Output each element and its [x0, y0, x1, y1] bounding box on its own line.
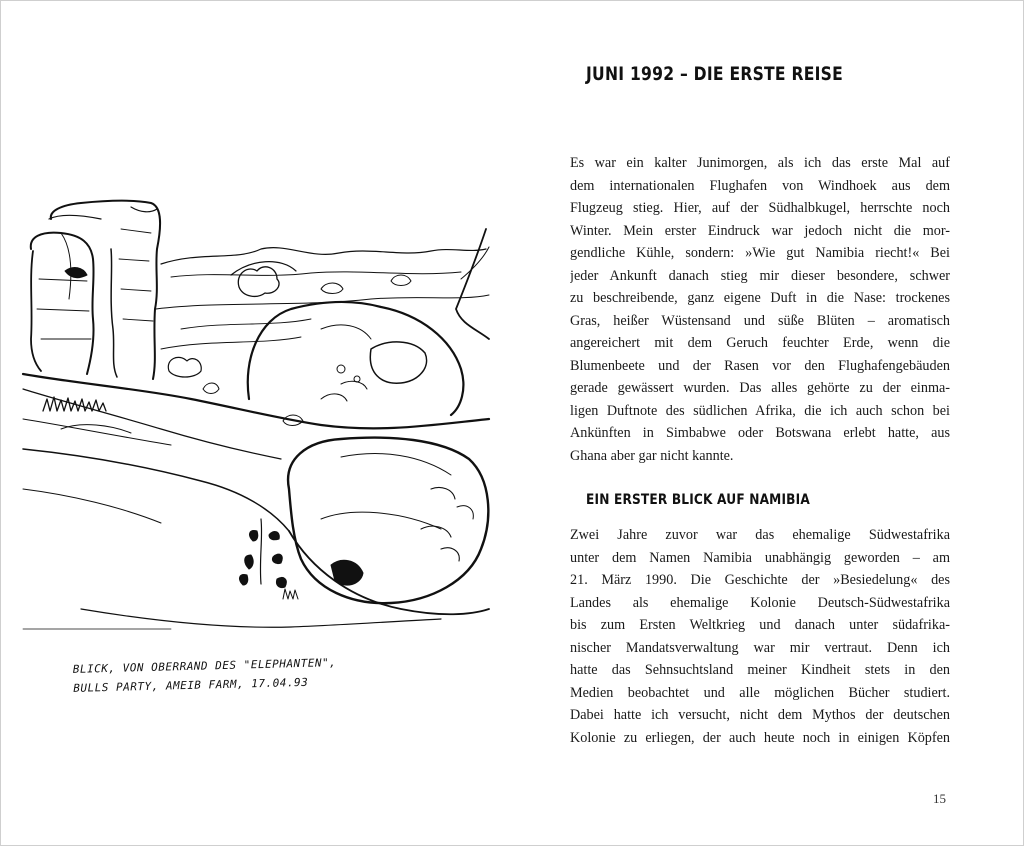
text-line: ligen Duftnote des südlichen Afrika, die ich auch schon bei [570, 402, 950, 419]
text-line: hatte das Sehnsuchtsland meiner Kindheit stets in den [570, 662, 950, 678]
text-line: gendliche Kühle, sondern: »Wie gut Namibia riecht!« Bei [570, 245, 950, 261]
text-line: Kolonie zu erliegen, der auch heute noch in einigen Köpfen [570, 729, 950, 746]
text-line: Dabei hatte ich versucht, nicht dem Mythos der deutschen [570, 707, 950, 723]
text-line: jeder Ankunft danach stieg mir dieser besondere, schwer [570, 267, 950, 284]
text-line: Gras, heißer Wüstensand und süße Blüten – aromatisch [570, 312, 950, 329]
text-line: Ankünften in Simbabwe oder Botswana erlebt hatte, aus [570, 425, 950, 441]
section-heading: EIN ERSTER BLICK AUF NAMIBIA [586, 492, 810, 508]
text-line: Ghana aber gar nicht kannte. [570, 447, 734, 464]
chapter-title: JUNI 1992 – DIE ERSTE REISE [586, 63, 844, 85]
text-line: zu beschreibende, ganz eigene Duft in die Nase: trockenes [570, 290, 950, 306]
paragraph-intro [570, 152, 950, 467]
text-line: 21. März 1990. Die Geschichte der »Besiedelung« des [570, 572, 950, 588]
text-line: Medien beobachtet und alle möglichen Bücher studiert. [570, 684, 950, 701]
text-line: Es war ein kalter Junimorgen, als ich das erste Mal auf [570, 155, 950, 171]
text-line: dem internationalen Flughafen von Windhoek aus dem [570, 177, 950, 194]
text-line: bis zum Ersten Weltkrieg und danach unter südafrika- [570, 617, 950, 633]
rock-landscape-sketch [21, 189, 491, 649]
text-line: nischer Mandatsverwaltung war mir vertraut. Denn ich [570, 639, 950, 656]
caption-line-1: BLICK, VON OBERRAND DES "ELEPHANTEN", [72, 656, 337, 676]
caption-line-2: BULLS PARTY, AMEIB FARM, 17.04.93 [73, 675, 309, 695]
text-line: Winter. Mein erster Eindruck war jedoch nicht die mor- [570, 222, 950, 239]
sketch-caption [73, 652, 374, 698]
text-line: Flugzeug stieg. Hier, auf der Südhalbkugel, herrschte noch [570, 200, 950, 216]
text-line: Zwei Jahre zuvor war das ehemalige Südwestafrika [570, 527, 950, 543]
text-line: angereichert mit dem Geruch feuchter Erde, wenn die [570, 335, 950, 351]
text-line: unter dem Namen Namibia unabhängig geworden – am [570, 549, 950, 566]
text-line: Landes als ehemalige Kolonie Deutsch-Südwestafrika [570, 594, 950, 611]
text-line: Blumenbeete und der Rasen vor den Flughafengebäuden [570, 357, 950, 374]
text-line: gerade gewässert wurden. Das alles gehörte zu der einma- [570, 380, 950, 396]
page-number: 15 [933, 791, 946, 806]
paragraph-history [570, 524, 950, 749]
